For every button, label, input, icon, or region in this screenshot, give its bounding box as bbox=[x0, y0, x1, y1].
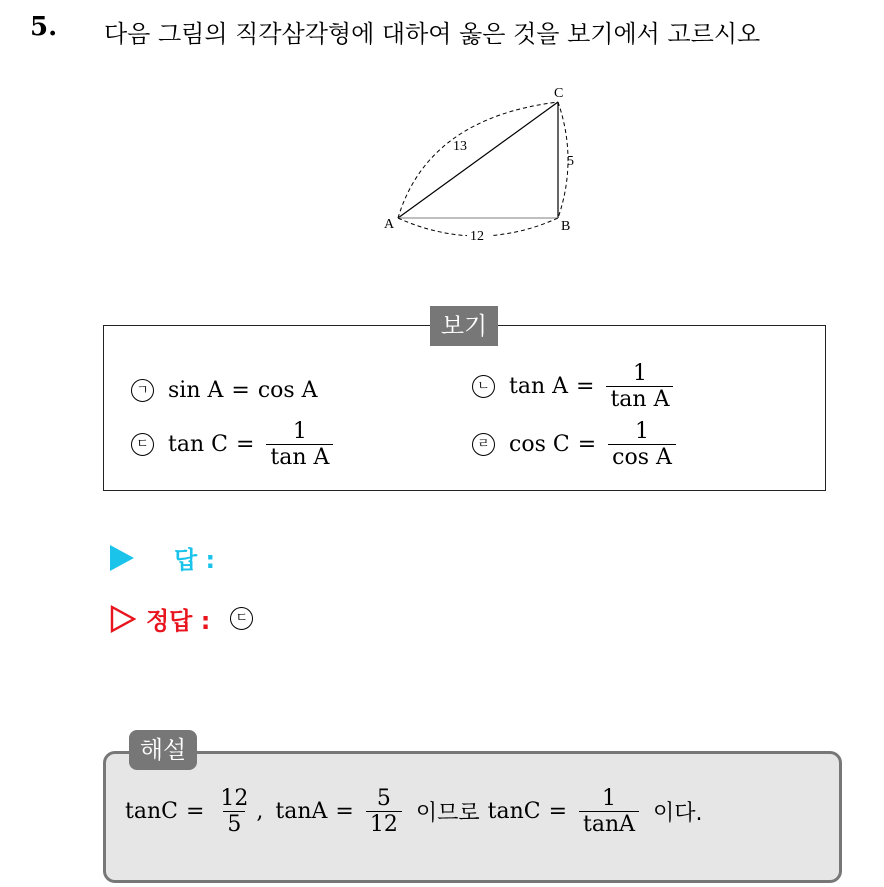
item-lhs: tan A bbox=[509, 374, 569, 400]
equals-sign: = bbox=[576, 374, 595, 400]
answer-line bbox=[110, 540, 215, 575]
correct-answer-line bbox=[110, 601, 267, 636]
item-lhs: cos C bbox=[509, 432, 570, 458]
item-lhs: tan C bbox=[168, 432, 228, 458]
fraction-denominator: 12 bbox=[366, 811, 402, 837]
solution-tanc-2: tanC bbox=[487, 799, 541, 825]
fraction bbox=[366, 786, 402, 838]
bogi-item-1 bbox=[131, 378, 318, 403]
solution-connector: 이므로 bbox=[415, 801, 480, 827]
bogi-item-2 bbox=[472, 361, 677, 413]
equals-sign: = bbox=[231, 378, 250, 403]
fraction-numerator: 5 bbox=[376, 786, 391, 811]
fraction-numerator: 1 bbox=[632, 361, 647, 386]
equals-sign: = bbox=[577, 432, 597, 458]
question-text: 다음 그림의 직각삼각형에 대하여 옳은 것을 보기에서 고르시오 bbox=[104, 20, 761, 48]
item-lhs: sin A bbox=[168, 378, 224, 403]
solution-ending: 이다. bbox=[653, 801, 703, 827]
fraction-denominator: tanA bbox=[579, 811, 639, 837]
solution-title: 해설 bbox=[129, 730, 197, 770]
outline-triangle-icon bbox=[110, 605, 136, 633]
equals-sign: = bbox=[548, 799, 568, 825]
equals-sign: = bbox=[235, 432, 255, 458]
fraction-denominator: tan A bbox=[266, 444, 333, 470]
bogi-item-3 bbox=[131, 419, 337, 471]
answer-label: 답 : bbox=[174, 546, 216, 574]
equals-sign: = bbox=[185, 799, 205, 825]
fraction-denominator: 5 bbox=[223, 811, 245, 837]
base-length-label: 12 bbox=[470, 229, 484, 244]
triangle-diagram bbox=[370, 78, 600, 246]
vertex-label-b: B bbox=[561, 219, 571, 234]
fraction-numerator: 1 bbox=[292, 419, 307, 444]
choice-marker: ㄴ bbox=[472, 375, 495, 398]
correct-answer-value: ㄷ bbox=[230, 607, 253, 630]
fraction bbox=[606, 361, 673, 413]
fraction-numerator: 1 bbox=[635, 419, 649, 444]
hypotenuse-line bbox=[398, 102, 558, 218]
fraction bbox=[216, 786, 252, 838]
choice-marker: ㄱ bbox=[131, 379, 154, 402]
equals-sign: = bbox=[335, 799, 354, 825]
choice-marker: ㄹ bbox=[472, 433, 495, 456]
fraction-numerator: 12 bbox=[220, 786, 249, 811]
hypotenuse-length-label: 13 bbox=[453, 139, 467, 154]
question-number: 5. bbox=[30, 12, 58, 42]
solution-tana: tanA bbox=[275, 799, 328, 825]
bogi-item-4 bbox=[472, 419, 680, 471]
fraction bbox=[266, 419, 333, 471]
fraction-denominator: tan A bbox=[606, 386, 673, 412]
correct-answer-label: 정답 : bbox=[146, 607, 211, 635]
solution-tanc: tanC bbox=[125, 799, 178, 825]
vertical-length-label: 5 bbox=[567, 154, 574, 169]
bogi-title: 보기 bbox=[430, 306, 498, 346]
choice-marker: ㄷ bbox=[131, 433, 154, 456]
vertex-label-a: A bbox=[384, 217, 395, 232]
play-triangle-icon bbox=[110, 545, 134, 571]
fraction bbox=[579, 786, 639, 838]
solution-content bbox=[125, 786, 703, 838]
fraction-denominator: cos A bbox=[608, 444, 676, 470]
comma: , bbox=[256, 799, 264, 825]
fraction-numerator: 1 bbox=[602, 786, 617, 811]
item-rhs: cos A bbox=[257, 378, 318, 403]
vertex-label-c: C bbox=[554, 86, 564, 101]
fraction bbox=[608, 419, 676, 471]
